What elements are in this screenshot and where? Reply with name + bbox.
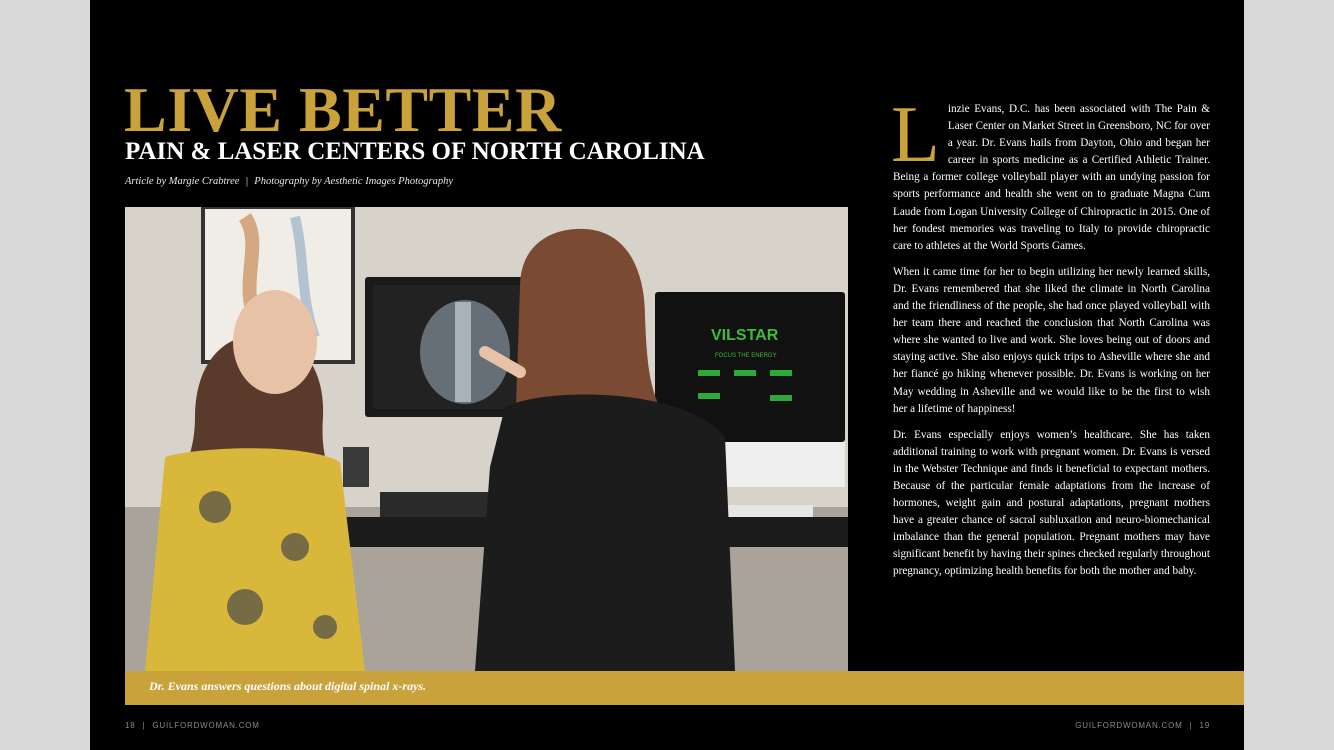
caption-bar <box>125 671 1244 705</box>
byline-separator: | <box>245 176 249 187</box>
monitor-stand <box>725 442 845 487</box>
article-photo <box>125 207 848 671</box>
byline-article: Article by Margie Crabtree <box>125 176 240 187</box>
footer-right <box>1075 721 1210 730</box>
magazine-spread <box>90 0 1244 750</box>
footer-right-separator: | <box>1189 721 1193 730</box>
page-number-left: 18 <box>125 721 136 730</box>
footer-right-site: GUILFORDWOMAN.COM <box>1075 721 1183 730</box>
office-scene-illustration <box>125 207 848 671</box>
paragraph-2: When it came time for her to begin utilizing her newly learned skills, Dr. Evans remembered that she liked the climate in North Carolina and the friendliness of the people, she had once played volleyball with her team there and reached the conclusion that North Carolina was where she wanted to live and work. She loves being out of doors and staying active. She also enjoys quick trips to Asheville where she and her fiancé go hiking whenever possible. Dr. Evans is working on her May wedding in Asheville and we would like to be the first to wish her a lifetime of happiness! <box>893 265 1210 415</box>
footer-left-site: GUILFORDWOMAN.COM <box>152 721 260 730</box>
monitor-logo-text: VILSTAR <box>711 327 779 344</box>
person-right-sweater <box>475 395 735 671</box>
article-title: LIVE BETTER <box>124 74 562 145</box>
footer-left-separator: | <box>142 721 146 730</box>
pen-cup <box>343 447 369 487</box>
footer-left <box>125 721 260 730</box>
article-subtitle: PAIN & LASER CENTERS OF NORTH CAROLINA <box>125 138 705 165</box>
photo-caption: Dr. Evans answers questions about digital spinal x-rays. <box>149 679 427 693</box>
person-left-face <box>233 290 317 394</box>
paragraph-1-text: inzie Evans, D.C. has been associated with The Pain & Laser Center on Market Street in Greensboro, NC for over a year. Dr. Evans hails from Dayton, Ohio and began her career in sports medicine as a Certified Athletic Trainer. Being a former college volleyball player with an undying passion for sports performance and health she went on to graduate Magna Cum Laude from Logan University College of Chiropractic in 2015. One of her fondest memories was traveling to Italy to provide chiropractic care to athletes at the World Sports Games. <box>893 103 1210 252</box>
article-body <box>891 91 1210 590</box>
monitor-tagline: FOCUS THE ENERGY <box>715 353 777 359</box>
paragraph-1 <box>891 91 1210 255</box>
page-number-right: 19 <box>1199 721 1210 730</box>
drop-cap: L <box>891 91 940 179</box>
byline <box>125 176 453 187</box>
person-left-blouse <box>145 448 365 671</box>
paragraph-3: Dr. Evans especially enjoys women’s healthcare. She has taken additional training to work with pregnant women. Dr. Evans is versed in the Webster Technique and finds it beneficial to expectant mothers. Because of the particular female adaptations from the increase of hormones, weight gain and postural adaptations, pregnant mothers have a greater chance of sacral subluxation and neuro-biomechanical imbalance than the general population. Pregnant mothers may have significant benefit by having their spines checked regularly throughout pregnancy, optimizing health benefits for both the mother and baby. <box>893 428 1210 578</box>
byline-photo: Photography by Aesthetic Images Photography <box>254 176 453 187</box>
